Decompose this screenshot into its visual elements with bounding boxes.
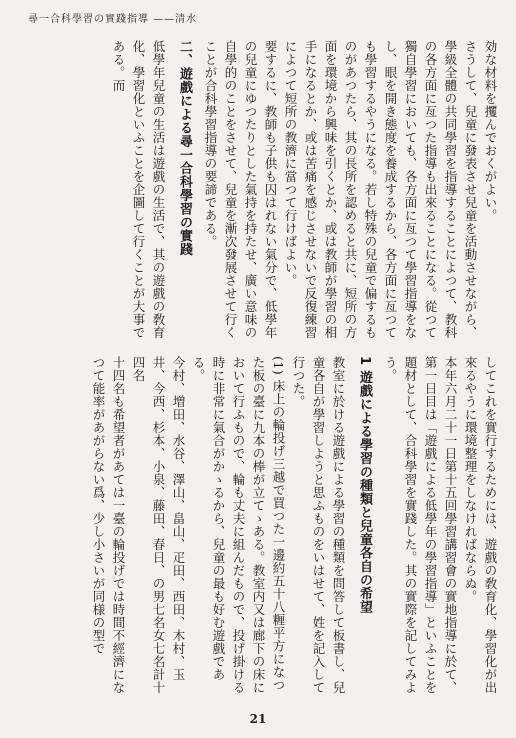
paragraph: 低學年兒童の生活は遊戲の生活で、其の遊戲の敎育化、學習化といふことを企圖して行くことが大事である。而 <box>111 40 166 339</box>
running-header: 尋一合科學習の實踐指導 ——清水 <box>28 14 198 25</box>
paragraph: (1) 床上の輪投げ三越で買つた一邊約五十八糎平方になつた板の臺に九本の棒が立てゝある。教室内又は廊下の床において行ふもので、輪も丈夫に組んだもので、投げ掛ける時に非常に氣合がかゝるから、兒童の最も好む遊戲である。 <box>191 356 286 694</box>
subsection-heading: 1 遊戲による學習の種類と兒童各自の希望 <box>357 356 372 614</box>
paragraph: 効な材料を攫んでおくがよい。 <box>483 40 498 222</box>
paragraph: さうして、兒童に發表させ兒童を活動させながら、學級全體の共同學習を指導することによつて、教科の各方面に亙つた指導も出來ることになる。從つて獨自學習においても、各方面に亙つて學習指導をなし、眼を開き態度を養成するから、各方面に亙つても學習するやうになる。若し特殊の兒童で偏するものがあつたら、其の長所を認めると共に、短所の方面を環境から興味を引くとか、或は教師が學習の相手になるとか、或は苦痛を感じさせないで反復練習によつて短所の教濟に當つて行けばよい。 <box>283 40 478 339</box>
paragraph: 十四名も希望者があては一臺の輪投げでは時間不經濟になつて能率があがらない爲、少し小さいが同様の型で <box>91 356 126 694</box>
page-number: 21 <box>249 712 267 726</box>
paragraph: 要するに、教師も子供も囚はれない氣分で、低學年の兒童にゆつたりとした氣持を持たせ、廣い意味の自學的のことをさせて、兒童を漸次發展させて行くことが合科學習指導の要諦である。 <box>203 40 278 339</box>
top-half-text <box>22 40 500 350</box>
paragraph: 教室に於ける遊戲による學習の種類を問答して板書し、兒童各自が學習しようと思ふものをいはせて、姓を記入して行つた。 <box>291 356 346 694</box>
paragraph: 本年六月二十一日第十五回學習講習會の實地指導に於て、第一日目は「遊戲による低學年の學習指導」といふことを題材として、合科學習を實踐した。其の實際を記してみよう。 <box>383 356 458 694</box>
paragraph: 今村、増田、水谷、澤山、畠山、疋田、西田、木村、玉井、今西、杉本、小泉、藤田、春日、の男七名女七名計十四名 <box>131 356 186 694</box>
paragraph: してこれを實行するためには、遊戲の敎育化、學習化が出來るやうに環境整理をしなければならぬ。 <box>463 356 498 694</box>
top-text-block <box>108 40 500 350</box>
bottom-text-block <box>88 356 500 704</box>
section-heading: 二、遊戲による尋一合科學習の實踐 <box>177 40 192 256</box>
bottom-half-text <box>22 356 500 704</box>
